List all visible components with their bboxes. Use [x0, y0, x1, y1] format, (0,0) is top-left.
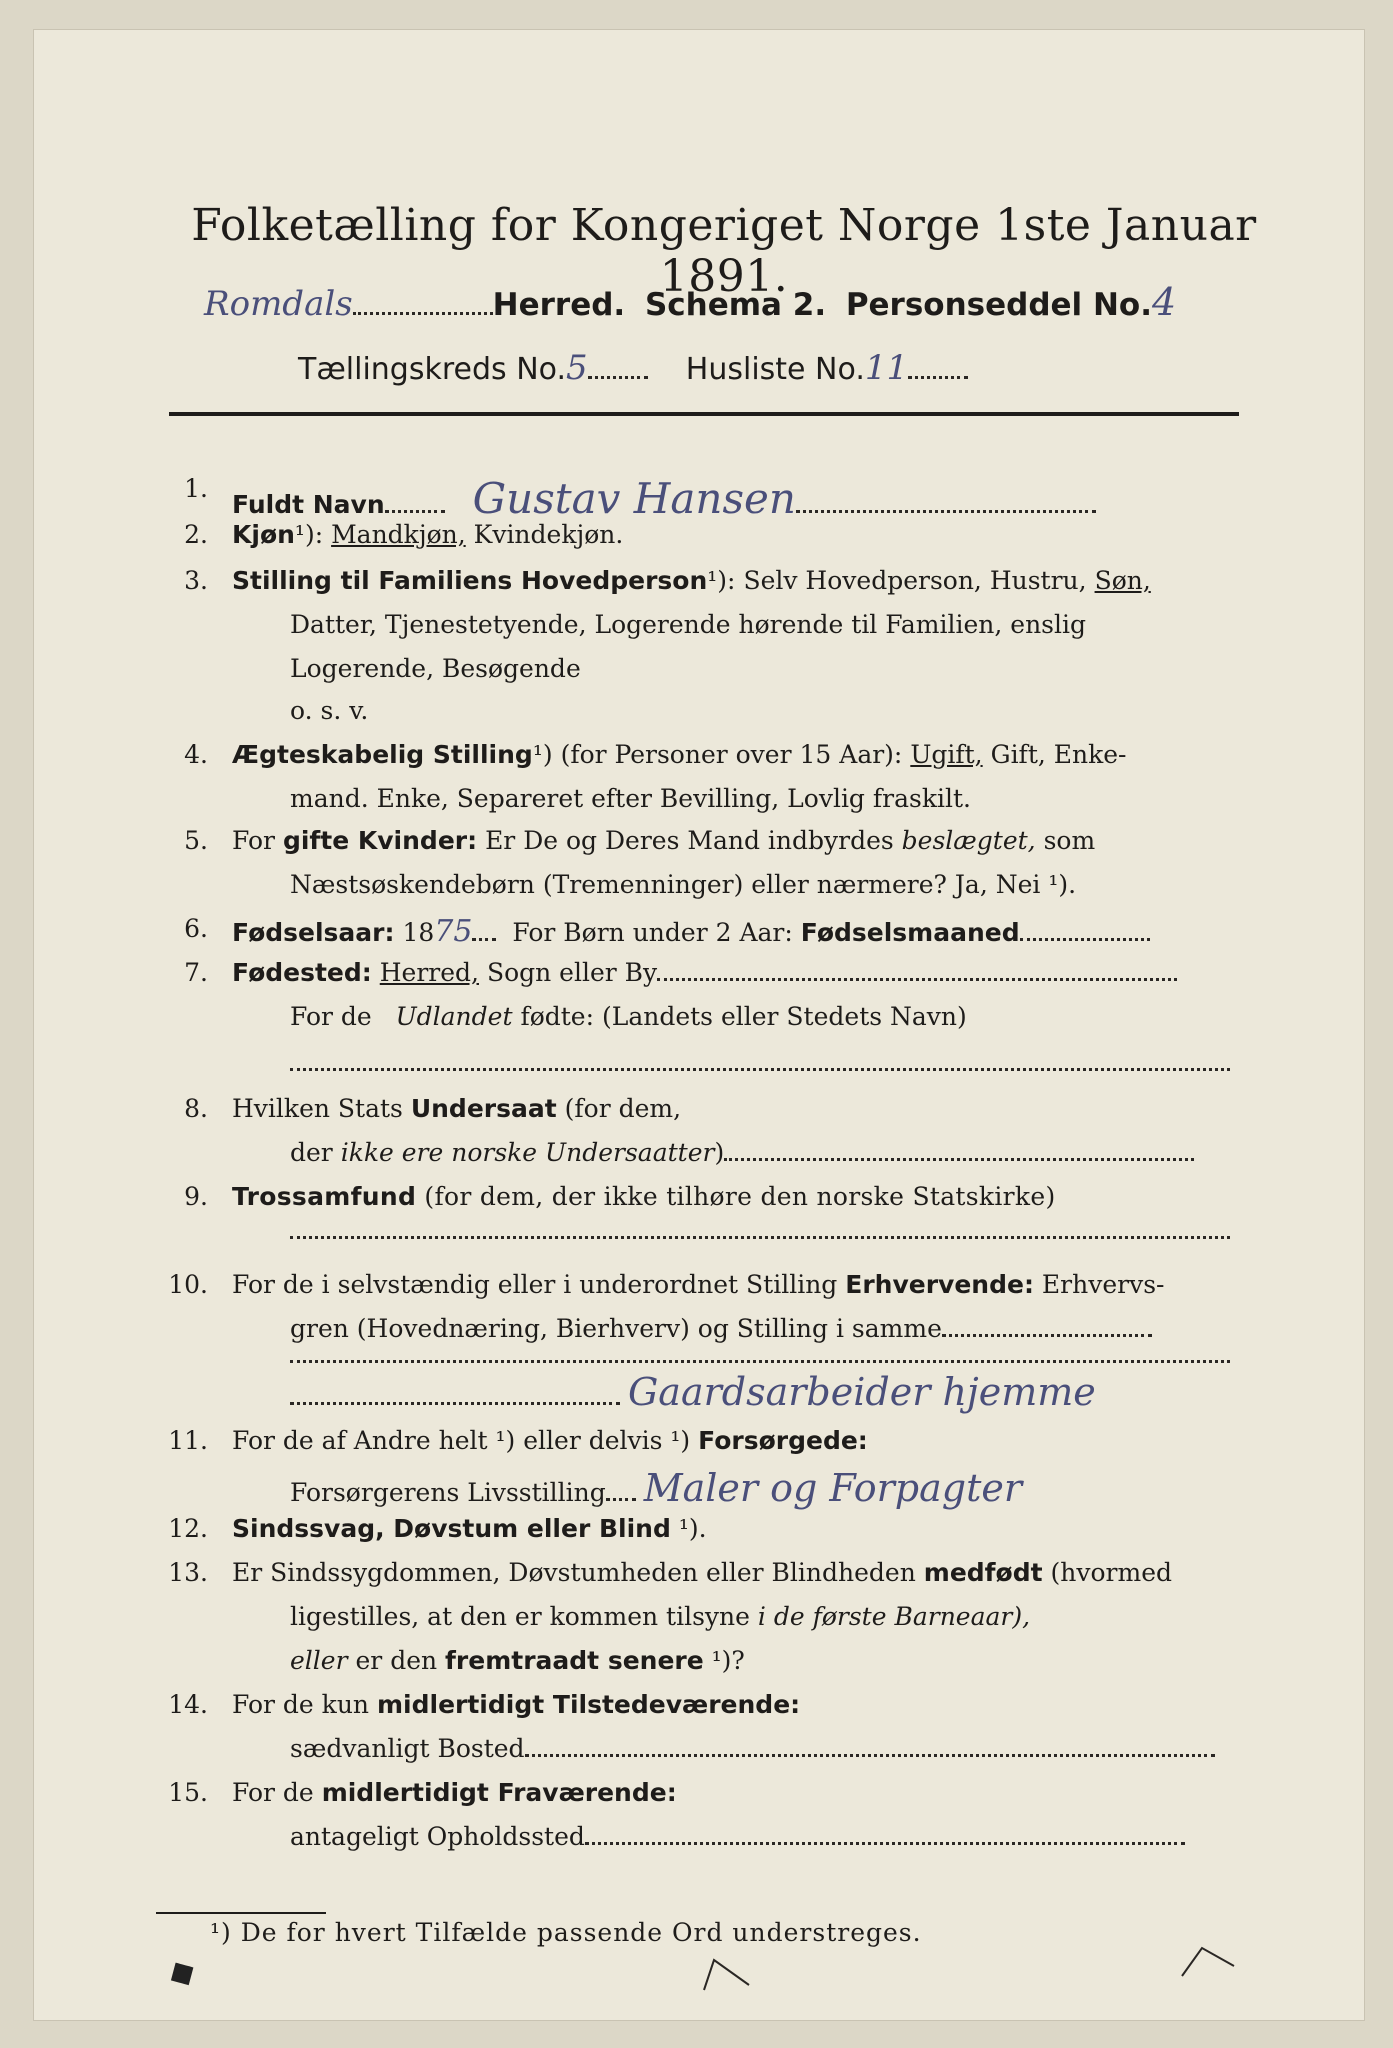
q3-line3: Logerende, Besøgende: [290, 654, 581, 683]
q7-number: 7.: [184, 958, 208, 987]
q6-value: 75: [434, 914, 473, 949]
q1-row: [232, 474, 1096, 523]
footnote: ¹) De for hvert Tilfælde passende Ord understreges.: [210, 1918, 922, 1947]
q9-blank-line: [290, 1236, 1230, 1239]
q15-label: midlertidigt Fraværende:: [321, 1778, 677, 1807]
q8-number: 8.: [184, 1094, 208, 1123]
q9-label: Trossamfund: [232, 1182, 417, 1211]
q14-question: sædvanligt Bosted: [290, 1734, 525, 1763]
q7-for-de: For de: [290, 1002, 372, 1031]
husliste-label: Husliste No.: [685, 352, 865, 387]
q2-number: 2.: [184, 520, 208, 549]
q1-number: 1.: [184, 474, 208, 503]
q8-condition: (for dem,: [564, 1094, 682, 1123]
q6-label: Fødselsaar:: [232, 918, 395, 947]
q15-question: antageligt Opholdssted: [290, 1822, 585, 1851]
q4-number: 4.: [184, 740, 208, 769]
q10-line1: [232, 1270, 1164, 1299]
q10-label: Erhvervende:: [845, 1270, 1034, 1299]
kreds-label: Tællingskreds No.: [298, 352, 566, 387]
q5-prefix: For: [232, 826, 275, 855]
q10-tail: Erhvervs-: [1041, 1270, 1165, 1299]
q6-row: [232, 914, 1150, 949]
q13-tail: (hvormed: [1050, 1558, 1173, 1587]
q8-prefix: Hvilken Stats: [232, 1094, 403, 1123]
q7-label: Fødested:: [232, 958, 372, 987]
q4-sup: ¹): [532, 740, 553, 769]
q1-label: Fuldt Navn: [232, 490, 385, 519]
q10-answer-line: [290, 1370, 1096, 1414]
q10-number: 10.: [168, 1270, 208, 1299]
q14-number: 14.: [168, 1690, 208, 1719]
q8-paren: ): [714, 1138, 725, 1167]
q13-eller: eller: [290, 1646, 348, 1675]
q13-number: 13.: [168, 1558, 208, 1587]
herred-value: Romdals: [204, 284, 353, 324]
q10-question: gren (Hovednæring, Bierhverv) og Stilling i samme: [290, 1314, 942, 1343]
q5-label: gifte Kvinder:: [282, 826, 478, 855]
q4-condition: (for Personer over 15 Aar):: [560, 740, 903, 769]
q2-sup: ¹):: [294, 520, 324, 549]
q4-label: Ægteskabelig Stilling: [232, 740, 533, 769]
herred-line: [204, 280, 1176, 324]
q4-line2: mand. Enke, Separeret efter Bevilling, Lovlig fraskilt.: [290, 784, 971, 813]
form-title: Folketælling for Kongeriget Norge 1ste Januar 1891.: [191, 200, 1257, 302]
q3-line4: o. s. v.: [290, 696, 369, 725]
q3-options: Selv Hovedperson, Hustru,: [743, 566, 1087, 595]
q12-label: Sindssvag, Døvstum eller Blind: [232, 1514, 671, 1543]
q5-italic: beslægtet,: [901, 826, 1036, 855]
q6-number: 6.: [184, 914, 208, 943]
q1-value: Gustav Hansen: [472, 474, 796, 523]
q3-number: 3.: [184, 566, 208, 595]
q15-prefix: For de: [232, 1778, 314, 1807]
q5-question: Er De og Deres Mand indbyrdes: [485, 826, 894, 855]
q11-prefix: For de af Andre helt ¹) eller delvis ¹): [232, 1426, 691, 1455]
q10-blank-line: [290, 1360, 1230, 1363]
ink-blot-mark: ◆: [159, 1948, 203, 1996]
q8-italic: ikke ere norske Undersaatter: [340, 1138, 715, 1167]
personseddel-label: Personseddel No.: [845, 287, 1152, 323]
q7-selected: Herred,: [379, 958, 479, 987]
q13-question: Er Sindssygdommen, Døvstumheden eller Blindheden: [232, 1558, 916, 1587]
q11-value: Maler og Forpagter: [643, 1466, 1022, 1510]
q5-line1: [232, 826, 1095, 855]
q4-options: Gift, Enke-: [990, 740, 1127, 769]
q9-condition: (for dem, der ikke tilhøre den norske Statskirke): [424, 1182, 1056, 1211]
q5-number: 5.: [184, 826, 208, 855]
q2-option-female: Kvindekjøn.: [473, 520, 624, 549]
q11-label: Forsørgede:: [698, 1426, 868, 1455]
q3-label: Stilling til Familiens Hovedperson: [232, 566, 708, 595]
q7-line1: [232, 958, 1177, 987]
q10-prefix: For de i selvstændig eller i underordnet Stilling: [232, 1270, 838, 1299]
q12-sup: ¹).: [678, 1514, 707, 1543]
q13-label: medfødt: [923, 1558, 1043, 1587]
q7-foreign-label: fødte: (Landets eller Stedets Navn): [520, 1002, 967, 1031]
q13-line3-text: er den: [355, 1646, 438, 1675]
q4-line1: [232, 740, 1127, 769]
header-divider: [169, 412, 1239, 416]
q3-selected: Søn,: [1094, 566, 1151, 595]
kreds-value: 5: [566, 348, 588, 388]
q5-line2: Næstsøskendebørn (Tremenninger) eller nærmere? Ja, Nei ¹).: [290, 870, 1077, 899]
q4-selected: Ugift,: [910, 740, 983, 769]
q14-line1: [232, 1690, 800, 1719]
schema-label: Schema 2.: [644, 287, 827, 323]
corner-mark-right: [1174, 1936, 1254, 1986]
q13-sup: ¹)?: [711, 1646, 745, 1675]
corner-mark-left: [694, 1950, 764, 2000]
q9-line1: [232, 1182, 1056, 1211]
q2-label: Kjøn: [232, 520, 295, 549]
q5-tail: som: [1043, 826, 1096, 855]
q13-line1: [232, 1558, 1172, 1587]
q13-line2-italic: i de første Barneaar),: [757, 1602, 1031, 1631]
kreds-line: [298, 348, 968, 388]
footnote-rule: [156, 1912, 326, 1914]
q7-udlandet: Udlandet: [395, 1002, 513, 1031]
q14-label: midlertidigt Tilstedeværende:: [376, 1690, 801, 1719]
husliste-value: 11: [864, 348, 909, 388]
q13-line3: [290, 1646, 745, 1675]
q12-number: 12.: [168, 1514, 208, 1543]
q14-prefix: For de kun: [232, 1690, 370, 1719]
q7-options: Sogn eller By: [486, 958, 658, 987]
herred-label: Herred.: [492, 287, 626, 323]
q10-value: Gaardsarbeider hjemme: [627, 1370, 1096, 1414]
q15-line1: [232, 1778, 677, 1807]
q11-line1: [232, 1426, 868, 1455]
q8-label: Undersaat: [410, 1094, 557, 1123]
q13-line2: [290, 1602, 1030, 1631]
q11-question: Forsørgerens Livsstilling: [290, 1478, 606, 1507]
q15-line2: [290, 1822, 1185, 1851]
q11-line2: [290, 1466, 1022, 1510]
q13-line2-text: ligestilles, at den er kommen tilsyne: [290, 1602, 750, 1631]
q6-infant-label: For Børn under 2 Aar:: [512, 918, 793, 947]
q8-der: der: [290, 1138, 333, 1167]
personseddel-value: 4: [1151, 280, 1177, 324]
q2-row: [232, 520, 623, 549]
q15-number: 15.: [168, 1778, 208, 1807]
q9-number: 9.: [184, 1182, 208, 1211]
q3-sup: ¹):: [707, 566, 736, 595]
q3-line2: Datter, Tjenestetyende, Logerende hørende til Familien, enslig: [290, 610, 1087, 639]
q6-month-label: Fødselsmaaned: [800, 918, 1020, 947]
q3-line1: [232, 566, 1151, 595]
q7-line2: [290, 1002, 967, 1031]
q6-prefix: 18: [402, 918, 435, 947]
census-form-page: [34, 30, 1364, 2020]
q7-blank-line: [290, 1068, 1230, 1071]
q10-line2: [290, 1314, 1152, 1343]
q13-label2: fremtraadt senere: [445, 1646, 704, 1675]
q11-number: 11.: [168, 1426, 208, 1455]
q8-line2: [290, 1138, 1194, 1167]
q14-line2: [290, 1734, 1215, 1763]
q12-row: [232, 1514, 707, 1543]
q8-line1: [232, 1094, 681, 1123]
q2-option-male: Mandkjøn,: [331, 520, 466, 549]
